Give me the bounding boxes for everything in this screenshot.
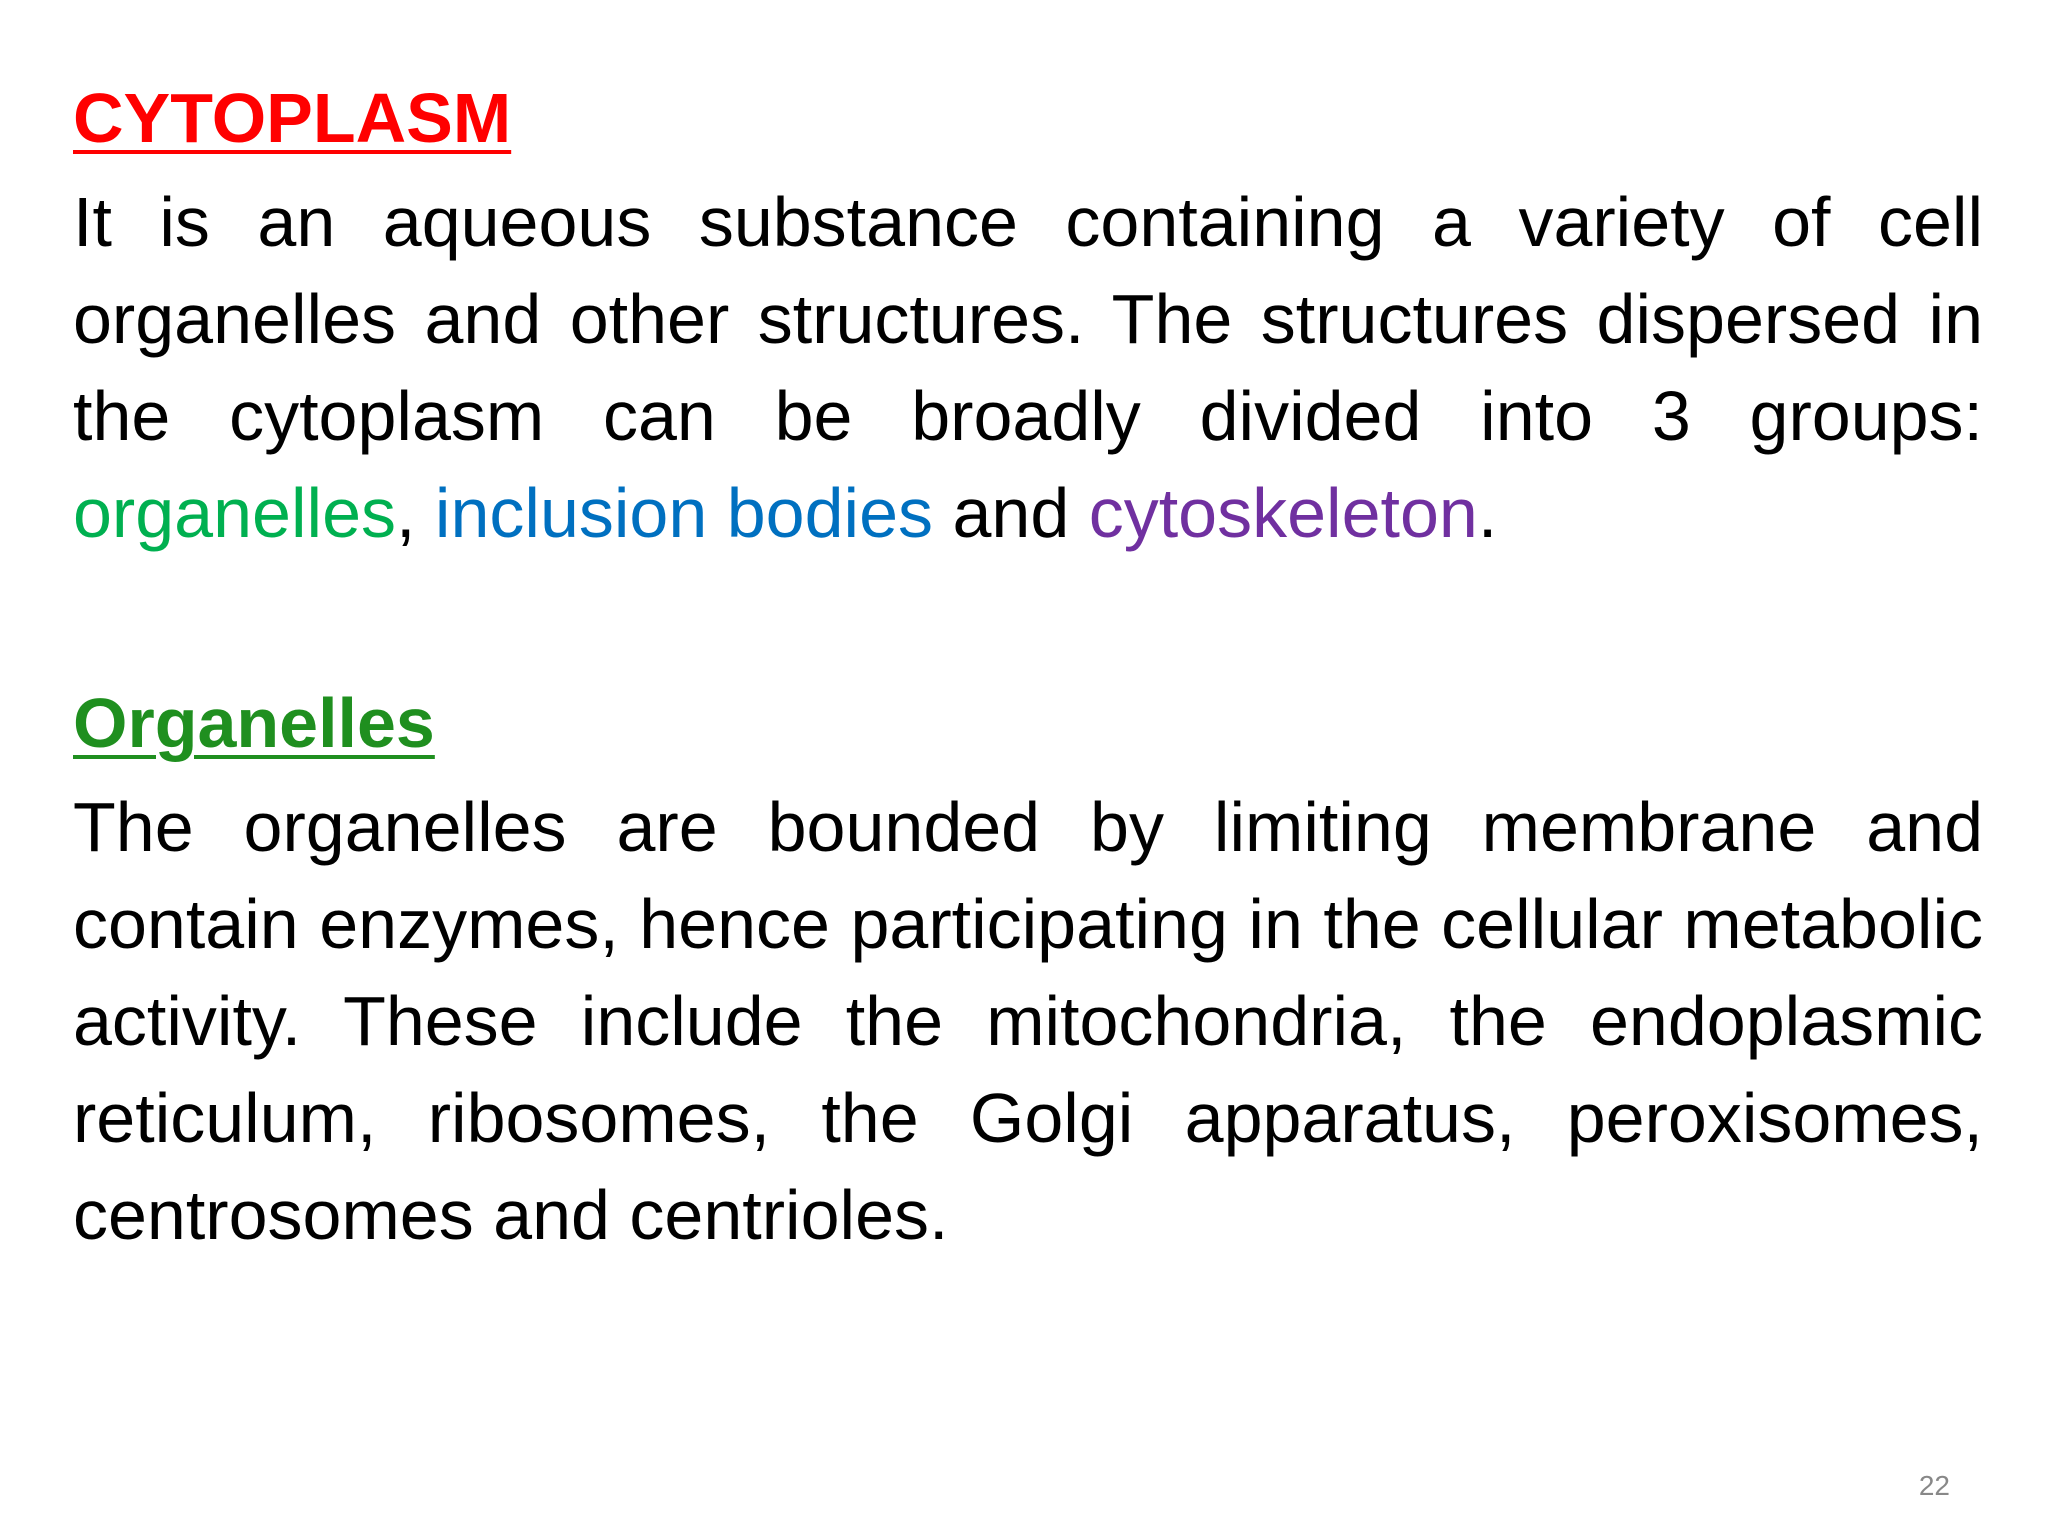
end-period: .	[1477, 474, 1498, 552]
separator-comma: ,	[396, 474, 435, 552]
cytoplasm-text: It is an aqueous substance containing a variety of cell organelles and other structures. The structures dispersed in the cytoplasm can be broadly divided into 3 groups:	[73, 183, 1983, 455]
organelles-heading: Organelles	[73, 684, 435, 762]
organelles-paragraph: The organelles are bounded by limiting membrane and contain enzymes, hence participating in the cellular metabolic activity. These include the mitochondria, the endoplasmic reticulum, ribosomes, the Golgi apparatus, peroxisomes, centrosomes and centrioles.	[73, 788, 1983, 1254]
organelles-heading-wrap	[73, 675, 1983, 771]
term-organelles: organelles	[73, 474, 396, 552]
slide-content	[73, 70, 1983, 1264]
cytoplasm-paragraph	[73, 174, 1983, 562]
term-cytoskeleton: cytoskeleton	[1088, 474, 1478, 552]
separator-and: and	[933, 474, 1089, 552]
cytoplasm-heading: CYTOPLASM	[73, 79, 512, 157]
term-inclusion-bodies: inclusion bodies	[434, 474, 934, 552]
page-number: 22	[1918, 1470, 1950, 1501]
